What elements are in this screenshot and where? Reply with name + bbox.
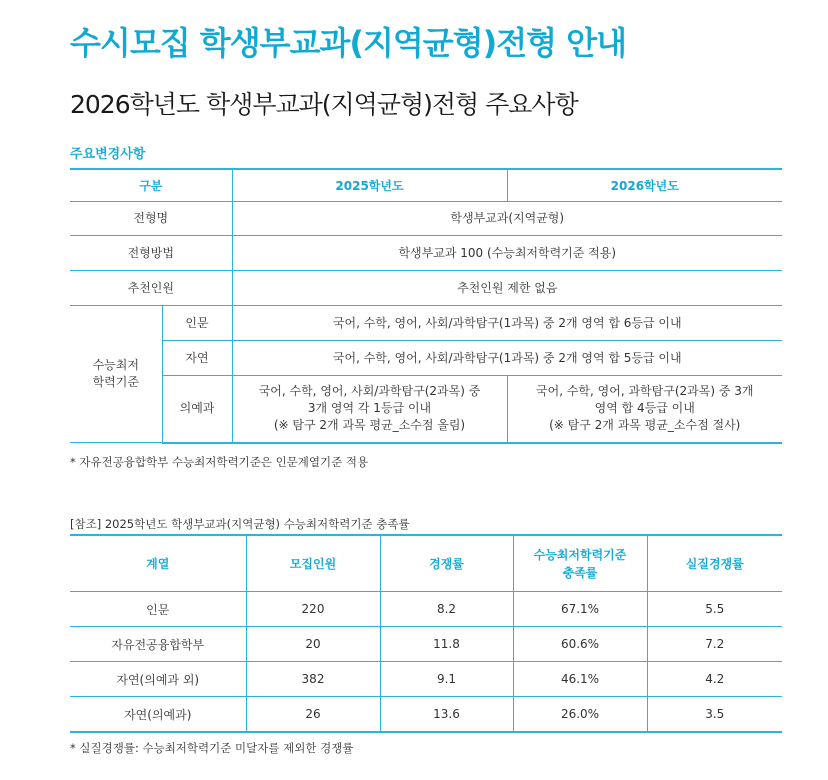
medical-2026-line2: 영역 합 4등급 이내 bbox=[594, 401, 695, 416]
header-real-competition: 실질경쟁률 bbox=[647, 535, 782, 592]
medical-2025-line1: 국어, 수학, 영어, 사회/과학탐구(2과목) 중 bbox=[258, 384, 481, 399]
row-value-medical-2026 bbox=[507, 376, 782, 443]
cell-competition: 9.1 bbox=[380, 662, 513, 697]
header-2025: 2025학년도 bbox=[232, 169, 507, 202]
cell-real: 7.2 bbox=[647, 627, 782, 662]
header-competition: 경쟁률 bbox=[380, 535, 513, 592]
medical-2025-line3: (※ 탐구 2개 과목 평균_소수점 올림) bbox=[273, 418, 466, 433]
row-label-natural: 자연 bbox=[162, 341, 232, 376]
header-fulfill-line2: 충족률 bbox=[562, 565, 598, 580]
cell-quota: 220 bbox=[246, 592, 380, 627]
cell-quota: 382 bbox=[246, 662, 380, 697]
row-label-type-name: 전형명 bbox=[70, 202, 232, 236]
cell-fulfill: 46.1% bbox=[513, 662, 647, 697]
page-main-title: 수시모집 학생부교과(지역균형)전형 안내 bbox=[70, 24, 627, 62]
medical-2025-line2: 3개 영역 각 1등급 이내 bbox=[307, 401, 432, 416]
cell-competition: 8.2 bbox=[380, 592, 513, 627]
reference-table bbox=[70, 534, 782, 733]
row-label-recommend: 추천인원 bbox=[70, 271, 232, 306]
row-label-method: 전형방법 bbox=[70, 236, 232, 271]
row-value-type-name: 학생부교과(지역균형) bbox=[232, 202, 782, 236]
row-label-min-criteria bbox=[70, 306, 162, 443]
medical-2026-line3: (※ 탐구 2개 과목 평균_소수점 절사) bbox=[549, 418, 741, 433]
row-value-method: 학생부교과 100 (수능최저학력기준 적용) bbox=[232, 236, 782, 271]
cell-fulfill: 60.6% bbox=[513, 627, 647, 662]
header-fulfill-line1: 수능최저학력기준 bbox=[533, 547, 627, 562]
table-row bbox=[70, 697, 782, 733]
changes-section-label: 주요변경사항 bbox=[70, 147, 146, 162]
row-value-recommend: 추천인원 제한 없음 bbox=[232, 271, 782, 306]
cell-field: 자연(의예과 외) bbox=[70, 662, 246, 697]
table-row bbox=[70, 341, 782, 376]
cell-fulfill: 67.1% bbox=[513, 592, 647, 627]
cell-fulfill: 26.0% bbox=[513, 697, 647, 733]
header-category: 구분 bbox=[70, 169, 232, 202]
reference-caption: [참조] 2025학년도 학생부교과(지역균형) 수능최저학력기준 충족률 bbox=[70, 517, 410, 531]
cell-real: 5.5 bbox=[647, 592, 782, 627]
header-field: 계열 bbox=[70, 535, 246, 592]
changes-footnote: * 자유전공융합학부 수능최저학력기준은 인문계열기준 적용 bbox=[70, 455, 369, 469]
table-row bbox=[70, 236, 782, 271]
cell-field: 자유전공융합학부 bbox=[70, 627, 246, 662]
table-row bbox=[70, 376, 782, 443]
table-row bbox=[70, 627, 782, 662]
header-quota: 모집인원 bbox=[246, 535, 380, 592]
table-row bbox=[70, 662, 782, 697]
changes-table-header-row bbox=[70, 169, 782, 202]
row-value-medical-2025 bbox=[232, 376, 507, 443]
page-sub-title: 2026학년도 학생부교과(지역균형)전형 주요사항 bbox=[70, 90, 578, 119]
cell-competition: 13.6 bbox=[380, 697, 513, 733]
row-value-humanities: 국어, 수학, 영어, 사회/과학탐구(1과목) 중 2개 영역 합 6등급 이내 bbox=[232, 306, 782, 341]
cell-quota: 26 bbox=[246, 697, 380, 733]
table-row bbox=[70, 306, 782, 341]
table-row bbox=[70, 202, 782, 236]
cell-field: 인문 bbox=[70, 592, 246, 627]
changes-table bbox=[70, 168, 782, 444]
header-2026: 2026학년도 bbox=[507, 169, 782, 202]
cell-real: 3.5 bbox=[647, 697, 782, 733]
row-label-medical: 의예과 bbox=[162, 376, 232, 443]
table-row bbox=[70, 271, 782, 306]
reference-table-header-row bbox=[70, 535, 782, 592]
medical-2026-line1: 국어, 수학, 영어, 과학탐구(2과목) 중 3개 bbox=[536, 384, 754, 399]
cell-quota: 20 bbox=[246, 627, 380, 662]
row-value-natural: 국어, 수학, 영어, 사회/과학탐구(1과목) 중 2개 영역 합 5등급 이내 bbox=[232, 341, 782, 376]
header-fulfill bbox=[513, 535, 647, 592]
cell-competition: 11.8 bbox=[380, 627, 513, 662]
cell-field: 자연(의예과) bbox=[70, 697, 246, 733]
cell-real: 4.2 bbox=[647, 662, 782, 697]
reference-footnote: * 실질경쟁률: 수능최저학력기준 미달자를 제외한 경쟁률 bbox=[70, 741, 354, 755]
min-criteria-label-line2: 학력기준 bbox=[92, 375, 139, 389]
table-row bbox=[70, 592, 782, 627]
row-label-humanities: 인문 bbox=[162, 306, 232, 341]
min-criteria-label-line1: 수능최저 bbox=[92, 358, 139, 372]
